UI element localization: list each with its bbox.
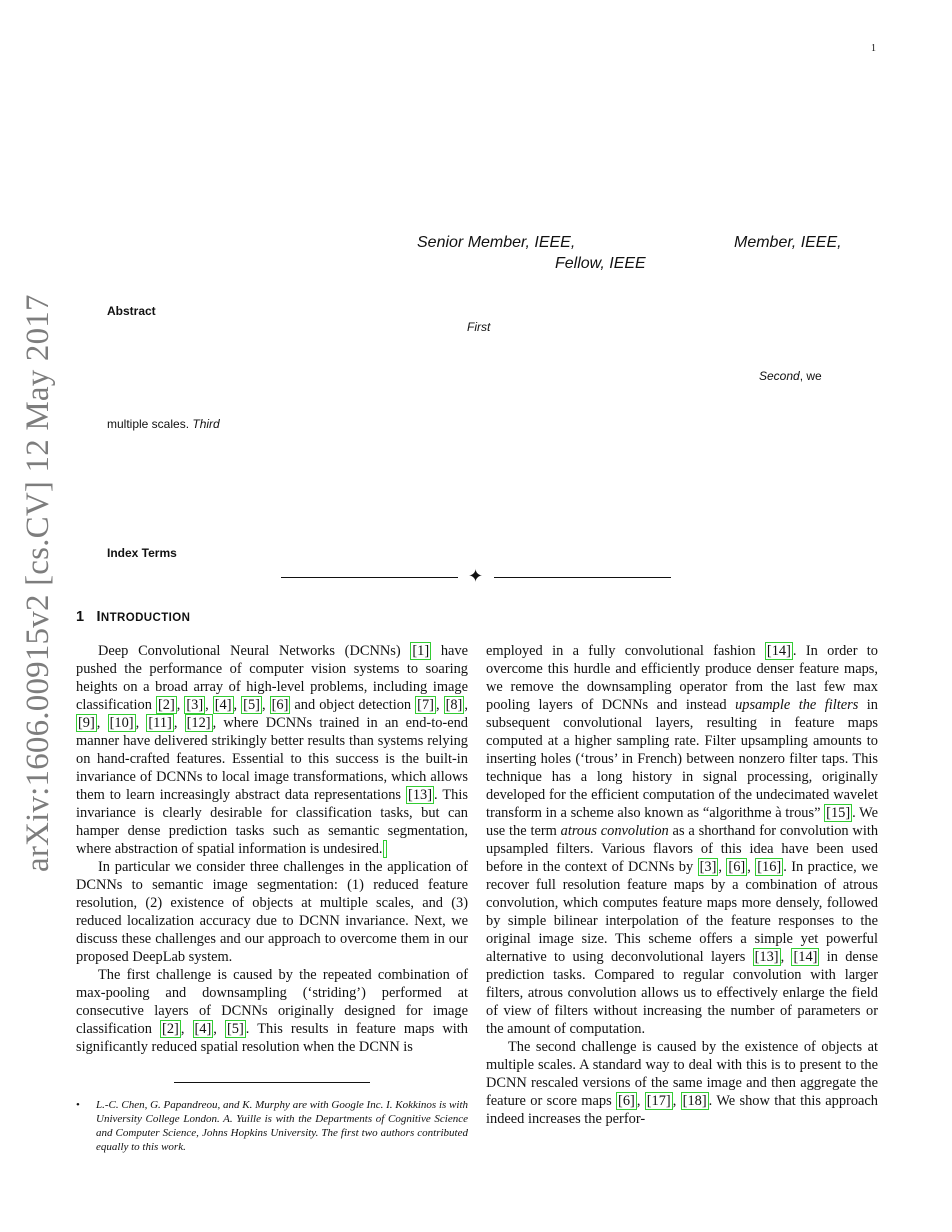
intro-paragraph-2: In particular we consider three challenges in the application of DCNNs to semantic image segmentation: (1) reduced feature resolution, (2) existence of objects at multiple scales, and (3) reduced localization accuracy due to DCNN invariance. Next, we discuss these challenges and our approach to overcome them in our proposed DeepLab system. bbox=[76, 859, 468, 965]
page-number: 1 bbox=[871, 43, 876, 54]
text: . We use the term bbox=[486, 805, 878, 839]
text: , bbox=[261, 697, 270, 713]
citation-link[interactable]: [6] bbox=[271, 697, 289, 713]
citation-link[interactable]: [1] bbox=[412, 643, 430, 659]
text: , bbox=[176, 697, 185, 713]
footnote-rule bbox=[174, 1082, 370, 1083]
footnote-bullet-icon: • bbox=[76, 1099, 80, 1111]
text: have pushed the performance of computer vision systems to soaring heights on a broad array of high-level problems, including image classification bbox=[76, 643, 469, 713]
abstract-fragment-second bbox=[759, 369, 822, 383]
citation-link[interactable]: [4] bbox=[214, 697, 232, 713]
citation-link[interactable]: [13] bbox=[408, 787, 433, 803]
separator-line-left bbox=[281, 577, 458, 578]
text: in subsequent convolutional layers, resulting in feature maps computed at a higher sampling rate. Filter upsampling amounts to inserting holes (‘trous’ in French) between nonzero filter taps. This technique has a long history in signal processing, originally developed for the efficient computation of the undecimated wavelet transform in a scheme also known as “algorithme à trous” bbox=[486, 697, 878, 821]
citation-link[interactable]: [18] bbox=[682, 1093, 707, 1109]
text: , bbox=[205, 697, 213, 713]
author-member-grade-member: Member, IEEE, bbox=[734, 234, 842, 251]
footnote-text: L.-C. Chen, G. Papandreou, and K. Murphy are with Google Inc. I. Kokkinos is with University College London. A. Yuille is with the Departments of Cognitive Science and Computer Science, Johns Hopkins University. The first two authors contributed equally to this work. bbox=[96, 1099, 468, 1153]
text: The second challenge is caused by the existence of objects at multiple scales. A standard way to deal with this is to present to the DCNN rescaled versions of the same image and then aggregate the feature or score maps bbox=[486, 1039, 878, 1109]
text: Deep Convolutional Neural Networks (DCNNs) bbox=[98, 643, 411, 659]
text: employed in a fully convolutional fashion bbox=[486, 643, 765, 659]
citation-link[interactable]: [15] bbox=[826, 805, 851, 821]
text: , bbox=[173, 715, 185, 731]
text: . This invariance is clearly desirable for classification tasks, but can hamper dense prediction tasks such as semantic segmentation, where abstraction of spatial information is undesired. bbox=[76, 787, 468, 857]
citation-link[interactable]: [17] bbox=[646, 1093, 671, 1109]
abstract-heading: Abstract bbox=[107, 304, 156, 318]
intro-paragraph-3-continued bbox=[486, 642, 878, 1038]
citation-link[interactable]: [14] bbox=[793, 949, 818, 965]
citation-link[interactable]: [8] bbox=[445, 697, 463, 713]
text: , bbox=[718, 859, 727, 875]
citation-link[interactable] bbox=[383, 840, 387, 858]
author-member-grade-senior: Senior Member, IEEE, bbox=[417, 234, 576, 251]
citation-link[interactable]: [3] bbox=[699, 859, 717, 875]
intro-paragraph-1 bbox=[76, 642, 468, 858]
citation-link[interactable]: [14] bbox=[766, 643, 791, 659]
emphasis-upsample-filters: upsample the filters bbox=[735, 697, 859, 713]
right-text-column bbox=[486, 642, 878, 1128]
citation-link[interactable]: [9] bbox=[78, 715, 95, 731]
text: and object detection bbox=[290, 697, 416, 713]
citation-link[interactable]: [12] bbox=[186, 715, 211, 731]
text: , bbox=[636, 1093, 645, 1109]
section-heading-introduction bbox=[76, 609, 190, 625]
text: , bbox=[96, 715, 108, 731]
text: , bbox=[233, 697, 242, 713]
text: . In practice, we recover full resolution feature maps by a combination of atrous convolution, which computes feature maps more densely, followed by simple bilinear interpolation of the feature responses to the original image size. This scheme offers a simple yet powerful alternative to using deconvolutional layers bbox=[486, 859, 878, 965]
citation-link[interactable]: [10] bbox=[109, 715, 134, 731]
author-member-grade-fellow: Fellow, IEEE bbox=[555, 255, 646, 272]
index-terms-heading: Index Terms bbox=[107, 546, 177, 560]
citation-link[interactable]: [16] bbox=[757, 859, 782, 875]
citation-link[interactable]: [7] bbox=[417, 697, 434, 713]
text: , bbox=[464, 697, 468, 713]
left-text-column bbox=[76, 642, 468, 1056]
text: , where DCNNs trained in an end-to-end manner have delivered strikingly better results than systems relying on hand-crafted features. Essential to this success is the built-in invariance of DCNNs to local image transformations, which allows them to learn increasingly abstract data representations bbox=[76, 715, 468, 803]
abstract-third-word: Third bbox=[192, 417, 220, 431]
text: , bbox=[180, 1021, 193, 1037]
abstract-second-rest: , we bbox=[799, 369, 822, 383]
emphasis-atrous-convolution: atrous convolution bbox=[560, 823, 669, 839]
text: , bbox=[135, 715, 147, 731]
section-title-rest: NTRODUCTION bbox=[100, 612, 191, 624]
abstract-first-word: First bbox=[467, 320, 491, 334]
citation-link[interactable]: [3] bbox=[186, 697, 204, 713]
intro-paragraph-4 bbox=[486, 1038, 878, 1128]
text: as a shorthand for convolution with upsampled filters. Various flavors of this idea have been used before in the context of DCNNs by bbox=[486, 823, 879, 875]
text: , bbox=[747, 859, 756, 875]
separator-diamond-icon: ✦ bbox=[468, 566, 484, 586]
citation-link[interactable]: [5] bbox=[243, 697, 260, 713]
section-separator bbox=[281, 566, 671, 586]
text: in dense prediction tasks. Compared to regular convolution with larger filters, atrous convolution allows us to effectively enlarge the field of view of filters without increasing the number of parameters or the amount of computation. bbox=[486, 949, 878, 1037]
citation-link[interactable]: [5] bbox=[227, 1021, 244, 1037]
citation-link[interactable]: [13] bbox=[754, 949, 779, 965]
abstract-multiple-scales: multiple scales. bbox=[107, 417, 193, 431]
abstract-fragment-third bbox=[107, 417, 220, 431]
citation-link[interactable]: [4] bbox=[194, 1021, 212, 1037]
citation-link[interactable]: [2] bbox=[157, 697, 175, 713]
text: The first challenge is caused by the repeated combination of max-pooling and downsampling (‘striding’) performed at consecutive layers of DCNNs originally designed for image classification bbox=[76, 967, 468, 1037]
text: . In order to overcome this hurdle and efficiently produce denser feature maps, we remove the downsampling operator from the last few max pooling layers of DCNNs and instead bbox=[486, 643, 879, 713]
abstract-second-word: Second bbox=[759, 369, 800, 383]
text: . We show that this approach indeed increases the perfor- bbox=[486, 1093, 878, 1127]
citation-link[interactable]: [6] bbox=[728, 859, 746, 875]
text: , bbox=[213, 1021, 225, 1037]
citation-link[interactable]: [6] bbox=[618, 1093, 635, 1109]
section-title-initial: I bbox=[96, 609, 101, 625]
text: , bbox=[780, 949, 792, 965]
citation-link[interactable]: [11] bbox=[148, 715, 172, 731]
abstract-fragment-first bbox=[467, 320, 490, 334]
text: , bbox=[435, 697, 444, 713]
text: . This results in feature maps with significantly reduced spatial resolution when the DCNN is bbox=[76, 1021, 468, 1055]
section-number: 1 bbox=[76, 609, 85, 625]
text: , bbox=[672, 1093, 681, 1109]
citation-link[interactable]: [2] bbox=[162, 1021, 179, 1037]
intro-paragraph-3 bbox=[76, 966, 468, 1056]
arxiv-identifier-stamp[interactable]: arXiv:1606.00915v2 [cs.CV] 12 May 2017 bbox=[20, 294, 56, 872]
separator-line-right bbox=[494, 577, 671, 578]
